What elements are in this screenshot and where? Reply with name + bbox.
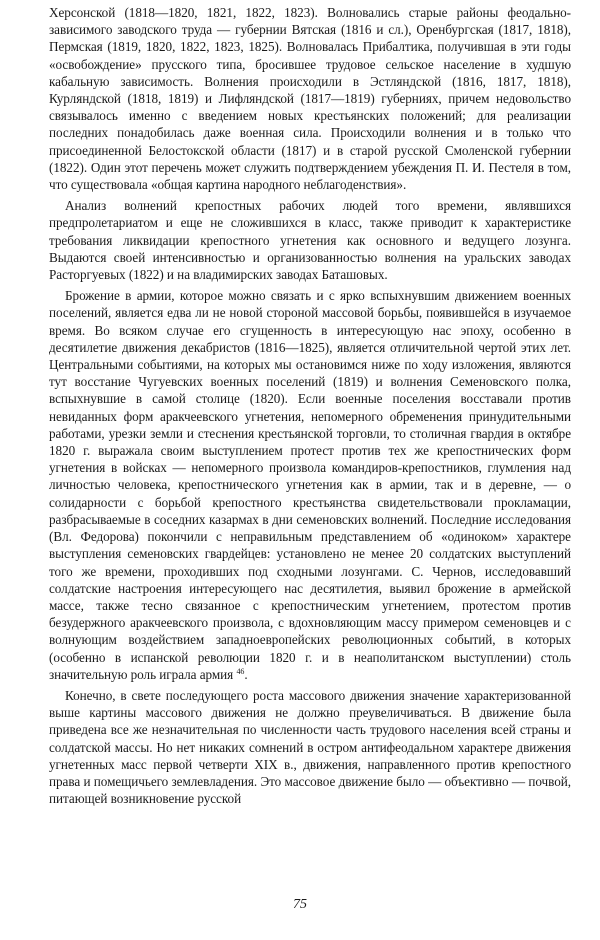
paragraph-2: Анализ волнений крепостных рабочих людей того времени, являвшихся предпролетариатом и еще не сложившихся в класс, также приводит к характеристике требования ликвидации крепостного угнетения как основного и ведущего лозунга. Выдаются своей интенсивностью и организованностью волнения на уральских заводах Расторгуевых (1822) и на владимирских заводах Баташовых. (49, 198, 571, 283)
paragraph-4: Конечно, в свете последующего роста массового движения значение характеризованной выше картины массового движения не должно преувеличиваться. В движение была приведена все же незначительная по численности часть трудового населения всей страны и солдатской массы. Но нет никаких сомнений в остром антифеодальном характере движения угнетенных масс первой четверти XIX в., движения, направленного против крепостного права и помещичьего землевладения. Это массовое движение было — объективно — почвой, питающей возникновение русской (49, 687, 571, 807)
paragraph-3: Брожение в армии, которое можно связать и с ярко вспыхнувшим движением военных поселений, является едва ли не новой стороной массовой борьбы, появившейся в изучаемое время. Во всяком случае его сгущенность в интересующую нас эпоху, особенно в десятилетие движения декабристов (1816—1825), является отличительной чертой этих лет. Центральными событиями, на которых мы остановимся ниже по ходу изложения, являются тут восстание Чугуевских военных поселений (1819) и волнения Семеновского полка, вспыхнувшие в самой столице (1820). Если военные поселения восставали против невиданных форм аракчеевского угнетения, непомерного обременения принудительными работами, урезки земли и стеснения крестьянской торговли, то столичная гвардия в октябре 1820 г. выражала своим выступлением протест против тех же крепостнических форм угнетения в войсках — непомерного произвола командиров-крепостников, глумления над личностью человека, крепостнического угнетения как в армии, так и в деревне, — о солидарности с борьбой крепостного крестьянства свидетельствовали прокламации, разбрасываемые в соседних казармах в дни семеновских волнений. Последние исследования (Вл. Федорова) покончили с неправильным представлением об «одиноком» характере выступления семеновских гвардейцев: установлено не менее 20 солдатских выступлений того же времени, проходивших под сходными лозунгами. С. Чернов, исследовавший солдатские настроения интересующего нас десятилетия, выявил брожение в армейской массе, также тесно связанное с крепостническим угнетением, протестом против безудержного аракчеевского произвола, с вдохновляющим массу примером семеновцев и с волнующим воздействием западноевропейских революционных событий, в которых (особенно в испанской революции 1820 г. и в неаполитанском выступлении) столь значительную роль играла армия $^{46}$. (49, 288, 571, 682)
paragraph-1: Херсонской (1818—1820, 1821, 1822, 1823). Волновались старые районы феодально-зависимого заводского труда — губернии Вятская (1816 и сл.), Оренбургская (1817, 1818), Пермская (1819, 1820, 1822, 1823, 1825). Волновалась Прибалтика, получившая в эти годы «освобождение» прусского типа, бросившее трудовое сельское население в худшую кабальную зависимость. Волнения происходили в Эстляндской (1816, 1817, 1818), Курляндской (1818, 1819) и Лифляндской (1817—1819) губерниях, причем недовольство связывалось именно с введением новых крестьянских положений; для реализации последних понадобилась даже военная сила. Происходили волнения и в только что присоединенной Белостокской области (1817) и в старой русской Смоленской губернии (1822). Один этот перечень может служить подтверждением убеждения П. И. Пестеля в том, что существовала «общая картина народного неблагоденствия». (49, 5, 571, 193)
page-number: 75 (293, 897, 307, 912)
footnote-reference[interactable]: 46 (236, 666, 245, 676)
paragraph-3-text: Брожение в армии, которое можно связать и с ярко вспыхнувшим движением военных поселений, является едва ли не новой стороной массовой борьбы, появившейся в изучаемое время. Во всяком случае его сгущенность в интересующую нас эпоху, особенно в десятилетие движения декабристов (1816—1825), является отличительной чертой этих лет. Центральными событиями, на которых мы остановимся ниже по ходу изложения, являются тут восстание Чугуевских военных поселений (1819) и волнения Семеновского полка, вспыхнувшие в самой столице (1820). Если военные поселения восставали против невиданных форм аракчеевского угнетения, непомерного обременения принудительными работами, урезки земли и стеснения крестьянской торговли, то столичная гвардия в октябре 1820 г. выражала своим выступлением протест против тех же крепостнических форм угнетения в войсках — непомерного произвола командиров-крепостников, глумления над личностью человека, крепостнического угнетения как в армии, так и в деревне, — о солидарности с борьбой крепостного крестьянства свидетельствовали прокламации, разбрасываемые в соседних казармах в дни семеновских волнений. Последние исследования (Вл. Федорова) покончили с неправильным представлением об «одиноком» характере выступления семеновских гвардейцев: установлено не менее 20 солдатских выступлений того же времени, проходивших под сходными лозунгами. С. Чернов, исследовавший солдатские настроения интересующего нас десятилетия, выявил брожение в армейской массе, также тесно связанное с крепостническим угнетением, протестом против безудержного аракчеевского произвола, с вдохновляющим массу примером семеновцев и с волнующим воздействием западноевропейских революционных событий, в которых (особенно в испанской революции 1820 г. и в неаполитанском выступлении) столь значительную роль играла армия (49, 288, 571, 682)
